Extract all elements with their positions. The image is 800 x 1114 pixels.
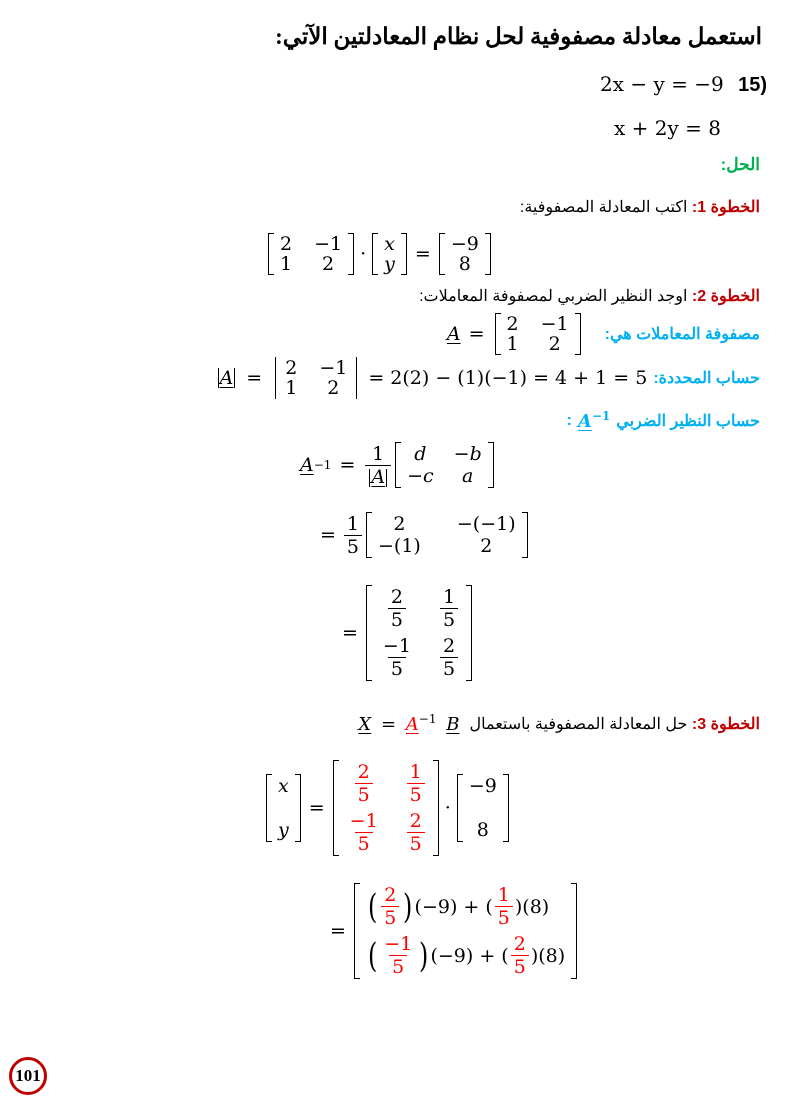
product-term: (−9) + ( bbox=[414, 895, 493, 918]
page-title: استعمل معادلة مصفوفية لحل نظام المعادلتين الآتي: bbox=[275, 24, 762, 49]
variable-vector bbox=[266, 774, 301, 842]
fraction-numerator: 1 bbox=[372, 442, 385, 465]
reciprocal-determinant bbox=[365, 443, 391, 488]
matrix-A-symbol: A bbox=[446, 323, 461, 345]
product-term: )(8) bbox=[514, 895, 550, 918]
product-row: ( $\frac{-1}{5}$ ) (−9) + ( $\frac{2}{5}$ )(8) bbox=[367, 933, 566, 978]
fraction-numerator: −1 bbox=[382, 635, 411, 657]
matrix-cell: 1 bbox=[280, 253, 293, 275]
fraction-denominator: 5 bbox=[440, 657, 458, 680]
step-2-label: الخطوة 2: bbox=[691, 288, 760, 305]
matrix-cell: −9 bbox=[450, 233, 479, 255]
equals-sign: = bbox=[320, 524, 336, 546]
matrix-A-symbol: A bbox=[405, 714, 419, 735]
coefficient-matrix-A bbox=[495, 313, 581, 355]
equals-sign: = bbox=[246, 367, 263, 389]
equals-sign: = bbox=[330, 920, 346, 942]
fraction-denominator: 5 bbox=[355, 783, 373, 806]
step-2-text: اوجد النظير الضربي لمصفوفة المعاملات: bbox=[419, 288, 688, 305]
fraction-denominator: 5 bbox=[511, 955, 529, 978]
equals-sign: = bbox=[308, 797, 325, 819]
matrix-cell: −b bbox=[453, 443, 482, 465]
matrix-A-symbol: A bbox=[577, 411, 592, 432]
step-3 bbox=[358, 712, 760, 735]
matrix-cell: 2 bbox=[327, 377, 340, 399]
fraction-numerator: 2 bbox=[384, 884, 397, 906]
inverse-matrix bbox=[366, 585, 472, 681]
scalar-fraction bbox=[344, 513, 362, 558]
determinant-line bbox=[215, 357, 760, 399]
matrix-cell: −(−1) bbox=[456, 513, 516, 535]
fraction-numerator: 1 bbox=[346, 512, 360, 535]
equals-sign: = bbox=[468, 323, 485, 345]
dot-operator: · bbox=[444, 797, 451, 819]
matrix-cell: x bbox=[384, 233, 395, 255]
matrix-cell: 2 bbox=[480, 535, 493, 557]
inverse-exponent: −1 bbox=[313, 458, 332, 472]
fraction-denominator: 5 bbox=[407, 832, 425, 855]
fraction-denominator: 5 bbox=[495, 906, 513, 929]
step-2 bbox=[419, 286, 760, 306]
determinant-calculation: = 2(2) − (1)(−1) = 4 + 1 = 5 bbox=[368, 367, 648, 389]
step-3-label: الخطوة 3: bbox=[691, 715, 760, 733]
matrix-A-symbol: A bbox=[371, 465, 386, 488]
fraction-denominator: 5 bbox=[407, 783, 425, 806]
matrix-equation bbox=[266, 233, 493, 275]
inverse-formula bbox=[300, 442, 496, 488]
matrix-cell: 2 bbox=[280, 233, 293, 255]
inverse-result bbox=[342, 585, 474, 681]
determinant-matrix bbox=[272, 357, 360, 399]
fraction-numerator: 2 bbox=[357, 761, 370, 783]
fraction-denominator: 5 bbox=[389, 955, 407, 978]
matrix-cell: 1 bbox=[285, 377, 298, 399]
inverse-colon: : bbox=[566, 411, 572, 429]
fraction-numerator: 2 bbox=[390, 586, 403, 608]
equals-sign: = bbox=[342, 622, 358, 644]
matrix-cell: 2 bbox=[506, 313, 519, 335]
page-number-badge bbox=[8, 1056, 48, 1096]
product-matrix bbox=[354, 883, 577, 979]
solution-heading: الحل: bbox=[720, 155, 760, 174]
matrix-cell: 8 bbox=[458, 253, 471, 275]
matrix-cell: 1 bbox=[506, 333, 519, 355]
matrix-cell: −(1) bbox=[378, 535, 421, 557]
matrix-cell: −9 bbox=[468, 775, 497, 797]
fraction-denominator: 5 bbox=[344, 535, 362, 558]
matrix-cell: −1 bbox=[319, 357, 348, 379]
step-1-label: الخطوة 1: bbox=[691, 199, 760, 216]
solution-equation bbox=[264, 760, 511, 856]
fraction-numerator: 1 bbox=[442, 586, 456, 608]
inverse-matrix-red bbox=[333, 760, 439, 856]
coefficient-matrix bbox=[268, 233, 354, 275]
inverse-exponent: −1 bbox=[591, 409, 611, 423]
matrix-cell: −1 bbox=[540, 313, 569, 335]
matrix-cell: 2 bbox=[393, 513, 406, 535]
equals-sign: = bbox=[380, 714, 397, 735]
fraction-denominator: 5 bbox=[355, 832, 373, 855]
product-term: (−9) + ( bbox=[430, 944, 509, 967]
matrix-cell: −c bbox=[407, 465, 434, 487]
matrix-cell: 2 bbox=[548, 333, 561, 355]
constant-vector bbox=[457, 774, 509, 842]
fraction-numerator: −1 bbox=[349, 810, 378, 832]
product-row: ( $\frac{2}{5}$ ) (−9) + ( $\frac{1}{5}$ )(8) bbox=[367, 884, 550, 929]
coefficient-line bbox=[447, 313, 760, 355]
product-expansion bbox=[330, 883, 579, 979]
fraction-denominator: 5 bbox=[388, 608, 406, 631]
matrix-A-symbol: A bbox=[300, 454, 314, 476]
inverse-exponent: −1 bbox=[418, 712, 437, 726]
matrix-cell: y bbox=[278, 819, 289, 841]
fraction-numerator: 1 bbox=[409, 761, 422, 783]
matrix-cell: x bbox=[278, 775, 289, 797]
matrix-A-symbol: A bbox=[219, 367, 234, 389]
matrix-B-symbol: B bbox=[446, 714, 460, 735]
matrix-cell: 8 bbox=[476, 819, 489, 841]
step-1 bbox=[520, 197, 760, 217]
fraction-numerator: 2 bbox=[513, 933, 526, 955]
equals-sign: = bbox=[339, 454, 356, 476]
matrix-cell: y bbox=[384, 253, 395, 275]
fraction-numerator: 2 bbox=[442, 635, 456, 657]
coefficient-label: مصفوفة المعاملات هي: bbox=[604, 326, 760, 343]
step-1-text: اكتب المعادلة المصفوفية: bbox=[519, 199, 688, 216]
substituted-matrix bbox=[366, 512, 528, 558]
adjugate-matrix bbox=[395, 442, 494, 488]
matrix-cell: d bbox=[414, 443, 427, 465]
page-number: 101 bbox=[15, 1066, 41, 1085]
matrix-X-symbol: X bbox=[358, 714, 372, 735]
variable-vector bbox=[372, 233, 407, 275]
fraction-denominator: 5 bbox=[440, 608, 458, 631]
fraction-numerator: 2 bbox=[409, 810, 422, 832]
matrix-cell: −1 bbox=[314, 233, 343, 255]
matrix-cell: 2 bbox=[285, 357, 298, 379]
fraction-numerator: −1 bbox=[384, 933, 413, 955]
dot-operator: · bbox=[360, 243, 367, 265]
matrix-cell: a bbox=[462, 465, 474, 487]
fraction-denominator: 5 bbox=[388, 657, 406, 680]
equation-1 bbox=[600, 72, 767, 97]
problem-number: 15) bbox=[738, 74, 767, 96]
constant-vector bbox=[439, 233, 491, 275]
inverse-heading bbox=[567, 409, 760, 432]
equals-sign: = bbox=[414, 243, 431, 265]
fraction-numerator: 1 bbox=[497, 884, 510, 906]
equation-2: x + 2y = 8 bbox=[614, 116, 721, 140]
determinant-label: حساب المحددة: bbox=[653, 370, 760, 387]
matrix-cell: 2 bbox=[322, 253, 335, 275]
product-term: )(8) bbox=[530, 944, 566, 967]
equation-1-text: 2x − y = −9 bbox=[600, 72, 724, 96]
inverse-substitution bbox=[320, 512, 530, 558]
fraction-denominator: 5 bbox=[381, 906, 399, 929]
step-3-text: حل المعادلة المصفوفية باستعمال bbox=[469, 715, 688, 733]
inverse-label: حساب النظير الضربي bbox=[616, 412, 760, 430]
